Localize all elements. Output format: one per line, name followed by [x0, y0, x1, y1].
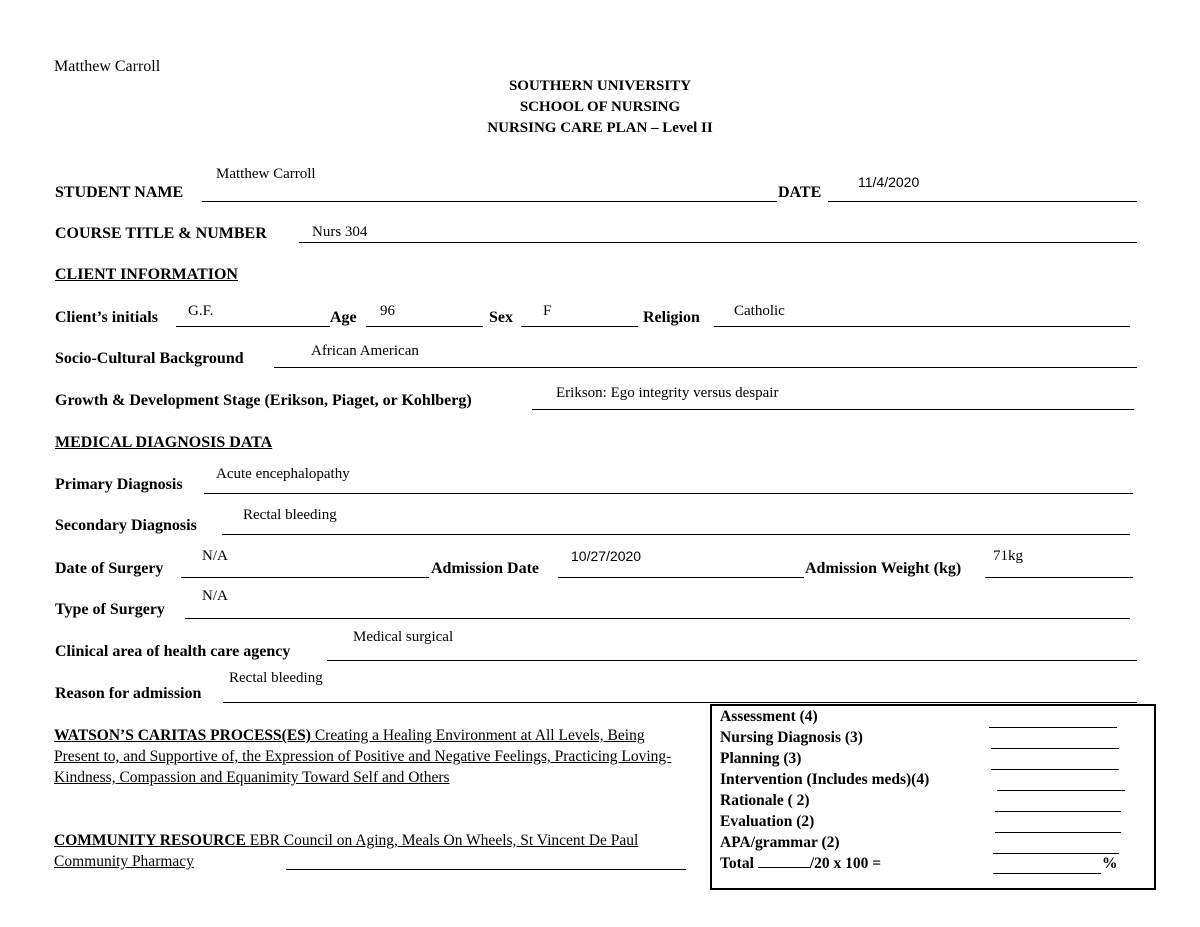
religion-label: Religion: [643, 309, 700, 326]
grade-blank-planning[interactable]: [991, 769, 1119, 770]
medical-info-title: MEDICAL DIAGNOSIS DATA: [55, 434, 273, 451]
client-info-title: CLIENT INFORMATION: [55, 266, 238, 283]
total-formula: /20 x 100 =: [809, 855, 882, 872]
community-text[interactable]: EBR Council on Aging, Meals On Wheels, St Vincent De Paul Community Pharmacy: [54, 832, 639, 870]
total-percent-blank[interactable]: [993, 873, 1101, 874]
sex-value[interactable]: F: [543, 303, 552, 319]
age-value[interactable]: 96: [380, 303, 395, 319]
grade-row-total: [720, 855, 881, 873]
secondary-diagnosis-label: Secondary Diagnosis: [55, 517, 197, 534]
course-value[interactable]: Nurs 304: [312, 224, 368, 240]
total-prefix: Total: [720, 855, 754, 872]
religion-value[interactable]: Catholic: [734, 303, 785, 319]
surgery-date-value[interactable]: N/A: [202, 548, 228, 564]
watson-caritas-block: [54, 725, 686, 788]
socio-value[interactable]: African American: [311, 343, 419, 359]
school-title: SCHOOL OF NURSING: [519, 99, 681, 115]
surgery-type-label: Type of Surgery: [55, 601, 165, 618]
initials-label: Client’s initials: [55, 309, 158, 326]
admission-date-value[interactable]: 10/27/2020: [571, 548, 642, 564]
university-title: SOUTHERN UNIVERSITY: [508, 78, 692, 94]
growth-value[interactable]: Erikson: Ego integrity versus despair: [556, 385, 779, 401]
plan-title: NURSING CARE PLAN – Level II: [487, 120, 713, 136]
course-label: COURSE TITLE & NUMBER: [55, 225, 267, 242]
grade-row-rationale: Rationale ( 2): [720, 792, 810, 809]
clinical-area-value[interactable]: Medical surgical: [353, 629, 454, 645]
date-value[interactable]: 11/4/2020: [858, 174, 920, 190]
secondary-diagnosis-value[interactable]: Rectal bleeding: [243, 507, 337, 523]
grade-blank-intervention[interactable]: [997, 790, 1125, 791]
reason-label: Reason for admission: [55, 685, 202, 702]
grade-row-assessment: Assessment (4): [720, 708, 818, 725]
grade-blank-nursing-diagnosis[interactable]: [991, 748, 1119, 749]
grading-box: [710, 704, 1156, 890]
reason-value[interactable]: Rectal bleeding: [229, 670, 323, 686]
grade-row-apa-grammar: APA/grammar (2): [720, 834, 840, 851]
grade-blank-apa-grammar[interactable]: [993, 853, 1119, 854]
percent-sign: %: [1102, 855, 1118, 872]
date-label: DATE: [778, 184, 822, 201]
student-name-value[interactable]: Matthew Carroll: [216, 166, 316, 182]
watson-label: WATSON’S CARITAS PROCESS(ES): [54, 727, 311, 744]
grade-row-evaluation: Evaluation (2): [720, 813, 815, 830]
grade-row-planning: Planning (3): [720, 750, 802, 767]
grade-blank-rationale[interactable]: [995, 811, 1121, 812]
watson-text[interactable]: Creating a Healing Environment at All Levels, Being Present to, and Supportive of, the Expression of Positive and Negative Feelings, Practicing Loving-Kindness, Compassion and Equanimity Toward Self and Others: [54, 727, 672, 786]
age-label: Age: [330, 309, 357, 326]
surgery-type-value[interactable]: N/A: [202, 588, 228, 604]
socio-label: Socio-Cultural Background: [55, 350, 244, 367]
student-name-label: STUDENT NAME: [55, 184, 184, 201]
grade-blank-evaluation[interactable]: [995, 832, 1121, 833]
initials-value[interactable]: G.F.: [188, 303, 214, 319]
community-resource-block: [54, 830, 686, 872]
total-score-blank[interactable]: [758, 855, 810, 868]
primary-diagnosis-label: Primary Diagnosis: [55, 476, 183, 493]
grade-row-intervention: Intervention (Includes meds)(4): [720, 771, 930, 788]
admission-weight-value[interactable]: 71kg: [993, 548, 1023, 564]
growth-label: Growth & Development Stage (Erikson, Piaget, or Kohlberg): [55, 392, 472, 409]
sex-label: Sex: [489, 309, 513, 326]
admission-weight-label: Admission Weight (kg): [805, 560, 962, 577]
primary-diagnosis-value[interactable]: Acute encephalopathy: [216, 466, 350, 482]
surgery-date-label: Date of Surgery: [55, 560, 164, 577]
admission-date-label: Admission Date: [431, 560, 540, 577]
community-label: COMMUNITY RESOURCE: [54, 832, 246, 849]
grade-row-nursing-diagnosis: Nursing Diagnosis (3): [720, 729, 863, 746]
author-name: Matthew Carroll: [54, 58, 161, 75]
clinical-area-label: Clinical area of health care agency: [55, 643, 291, 660]
grade-blank-assessment[interactable]: [989, 727, 1117, 728]
